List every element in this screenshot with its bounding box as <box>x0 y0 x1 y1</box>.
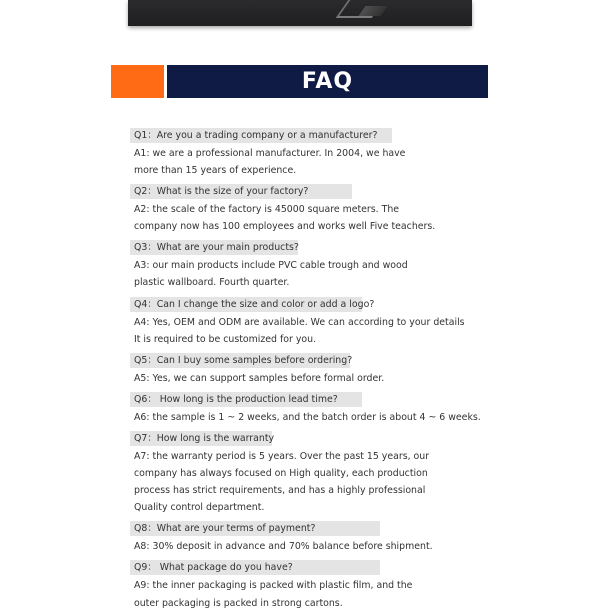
product-photo-highlight <box>358 6 387 16</box>
faq-item <box>130 555 470 611</box>
faq-item <box>130 348 470 387</box>
faq-answer-line: A5: Yes, we can support samples before formal order. <box>134 372 385 384</box>
faq-question: Q4：Can I change the size and color or add a logo? <box>130 297 362 312</box>
faq-item <box>130 292 470 348</box>
faq-item <box>130 235 470 291</box>
product-image <box>128 0 472 26</box>
faq-item <box>130 426 470 516</box>
faq-question: Q2：What is the size of your factory? <box>130 184 352 199</box>
faq-question: Q7：How long is the warranty <box>130 431 272 446</box>
faq-answer-line: A8: 30% deposit in advance and 70% balance before shipment. <box>134 541 433 553</box>
faq-answer-line: plastic wallboard. Fourth quarter. <box>134 277 290 289</box>
faq-item <box>130 387 481 426</box>
faq-answer-line: company has always focused on High quality, each production <box>134 468 428 480</box>
faq-answer-line: A4: Yes, OEM and ODM are available. We can according to your details <box>134 316 465 328</box>
faq-answer-line: A1: we are a professional manufacturer. In 2004, we have <box>134 148 406 159</box>
faq-question: Q9： What package do you have? <box>130 560 380 575</box>
faq-answer-line: process has strict requirements, and has a highly professional <box>134 485 426 497</box>
faq-question: Q3：What are your main products? <box>130 240 298 255</box>
faq-answer-line: A2: the scale of the factory is 45000 square meters. The <box>134 204 400 216</box>
faq-answer-line: outer packaging is packed in strong cartons. <box>134 597 343 609</box>
faq-question: Q6： How long is the production lead time? <box>130 392 362 407</box>
faq-answer-line: company now has 100 employees and works well Five teachers. <box>134 221 436 233</box>
faq-answer-line: A9: the inner packaging is packed with plastic film, and the <box>134 580 413 592</box>
faq-banner <box>111 65 488 98</box>
faq-list <box>130 123 481 612</box>
faq-answer-line: A6: the sample is 1 ~ 2 weeks, and the batch order is about 4 ~ 6 weeks. <box>134 411 481 423</box>
banner-accent-block <box>111 65 164 98</box>
faq-answer-line: A7: the warranty period is 5 years. Over the past 15 years, our <box>134 450 430 462</box>
faq-question: Q8：What are your terms of payment? <box>130 521 380 536</box>
faq-item <box>130 516 470 555</box>
faq-question: Q5：Can I buy some samples before ordering? <box>130 353 350 368</box>
faq-item <box>130 179 470 235</box>
faq-item <box>130 123 470 179</box>
faq-title: FAQ <box>301 69 354 94</box>
faq-answer-line: A3: our main products include PVC cable trough and wood <box>134 260 408 272</box>
faq-answer-line: It is required to be customized for you. <box>134 333 317 345</box>
faq-answer-line: Quality control department. <box>134 502 265 514</box>
faq-answer-line: more than 15 years of experience. <box>134 165 297 177</box>
faq-question: Q1：Are you a trading company or a manufacturer? <box>130 128 392 143</box>
